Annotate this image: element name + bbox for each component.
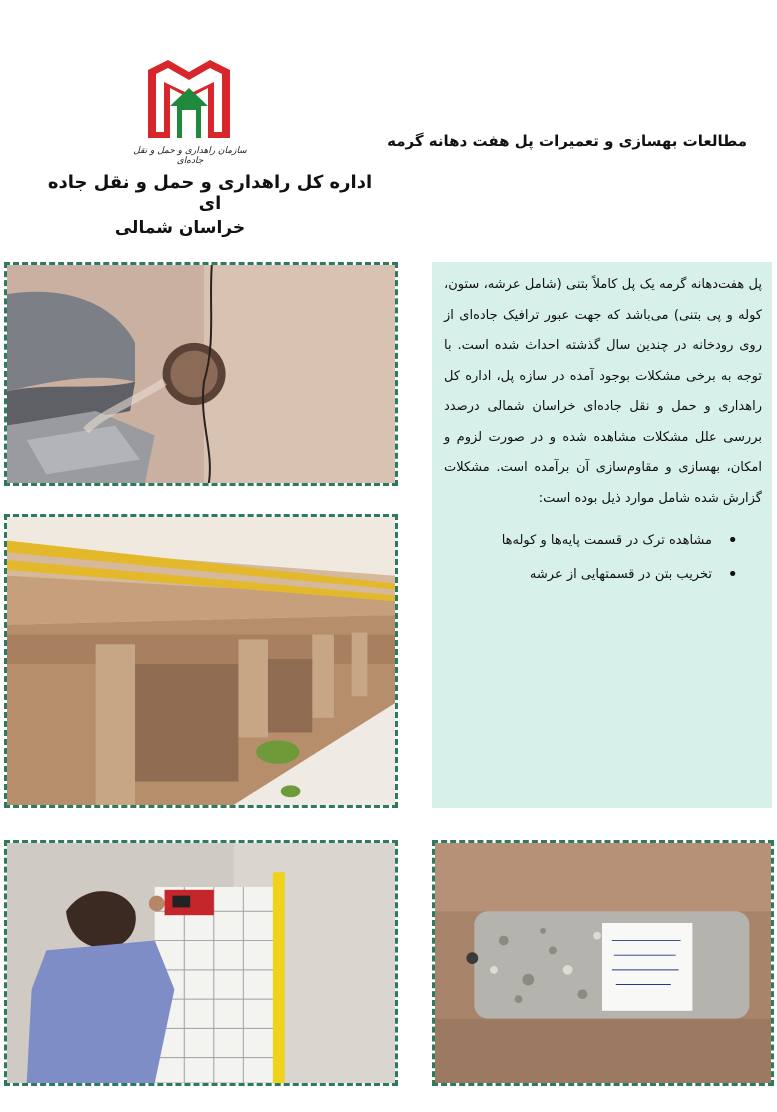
- list-item: • تخریب بتن در قسمتهایی از عرشه: [444, 558, 712, 592]
- core-drill-photo: [4, 262, 398, 486]
- description-panel: [432, 262, 772, 808]
- bridge-photo: [4, 514, 398, 808]
- logo-caption: سازمان راهداری و حمل و نقل جاده‌ای: [133, 146, 247, 166]
- organization-title: اداره کل راهداری و حمل و نقل جاده ای: [47, 172, 373, 214]
- concrete-core-photo: [432, 840, 774, 1086]
- list-item: • مشاهده ترک در قسمت پایه‌ها و کوله‌ها: [444, 524, 712, 558]
- description-paragraph: پل هفت‌دهانه گرمه یک پل کاملاً بتنی (شامل عرشه، ستون، کوله و پی بتنی) می‌باشد که جهت عبور ترافیک جاده‌ای از روی رودخانه در چندین سال گذشته احداث شده است. با توجه به برخی مشکلات بوجود آمده در سازه پل، اداره کل راهداری و حمل و نقل جاده‌ای خراسان شمالی درصدد بررسی علل مشکلات مشاهده شده و در صورت لزوم و امکان، بهسازی و مقاوم‌سازی آن برآمده است. مشکلات گزارش شده شامل موارد ذیل بوده است:: [444, 277, 762, 506]
- road-maintenance-logo: [146, 58, 232, 140]
- province-title: خراسان شمالی: [114, 218, 246, 238]
- logo-icon: [146, 58, 232, 140]
- document-title: مطالعات بهسازی و تعمیرات پل هفت دهانه گرمه: [387, 132, 747, 150]
- problems-list: [444, 524, 762, 592]
- rebar-scan-photo: [4, 840, 398, 1086]
